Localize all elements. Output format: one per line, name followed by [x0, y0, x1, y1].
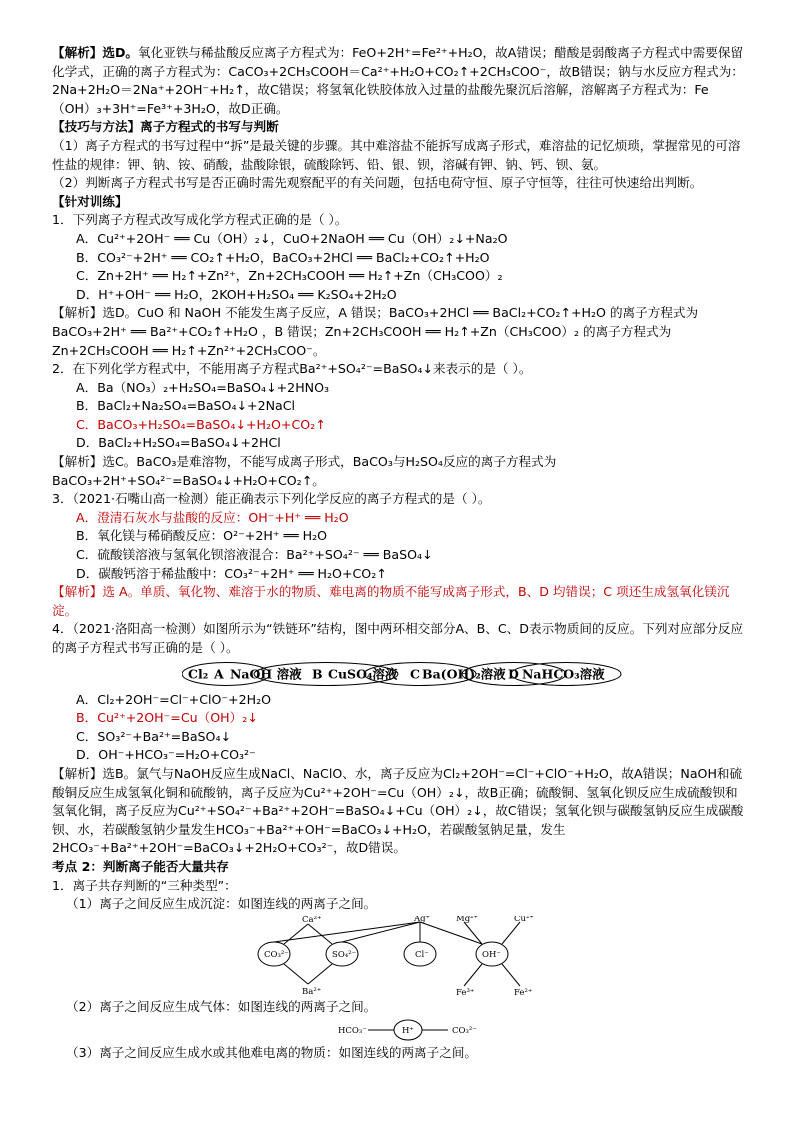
q4-option-c: C．SO₃²⁻+Ba²⁺=BaSO₄↓ [76, 728, 232, 744]
ion-ba: Ba²⁺ [302, 986, 322, 996]
chain-label-a: A [214, 666, 224, 682]
tips-title: 【技巧与方法】离子方程式的书写与判断 [52, 119, 279, 135]
q2-option-d: D．BaCl₂+H₂SO₄=BaSO₄↓+2HCl [76, 435, 281, 451]
q2-option-a: A．Ba（NO₃）₂+H₂SO₄=BaSO₄↓+2HNO₃ [76, 379, 330, 395]
ion-h: H⁺ [402, 1026, 414, 1037]
q2-option-b: B．BaCl₂+Na₂SO₄=BaSO₄↓+2NaCl [76, 398, 296, 414]
q3-option-d: D．碳酸钙溶于稀盐酸中：CO₃²⁻+2H⁺ ══ H₂O+CO₂↑ [76, 565, 387, 581]
q1-option-d: D．H⁺+OH⁻ ══ H₂O，2KOH+H₂SO₄ ══ K₂SO₄+2H₂O [76, 286, 397, 302]
ion-so4: SO₄²⁻ [332, 949, 357, 960]
chain-cl2: Cl₂ [188, 666, 209, 682]
ion-oh: OH⁻ [482, 949, 501, 960]
q3-option-a: A．澄清石灰水与盐酸的反应：OH⁻+H⁺ ══ H₂O [76, 509, 349, 525]
ion-ag: Ag⁺ [414, 915, 431, 924]
topic2-t2: （2）离子之间反应生成气体：如图连线的两离子之间。 [66, 998, 377, 1014]
topic2-sub1: 1．离子共存判断的“三种类型”： [52, 877, 237, 893]
iron-chain-diagram [52, 661, 746, 687]
q1-stem: 1．下列离子方程式改写成化学方程式正确的是（ ）。 [52, 212, 348, 228]
precipitate-ion-diagram [52, 916, 746, 996]
chain-label-b: B [312, 666, 323, 682]
ion-co3: CO₃²⁻ [264, 949, 289, 960]
q1-option-b: B．CO₃²⁻+2H⁺ ══ CO₂↑+H₂O，BaCO₃+2HCl ══ BaCl₂+CO₂↑+H₂O [76, 249, 490, 265]
ion-ca: Ca²⁺ [302, 915, 322, 925]
q4-option-d: D．OH⁻+HCO₃⁻=H₂O+CO₃²⁻ [76, 747, 256, 763]
chain-label-d: D [508, 666, 519, 682]
q3-option-b: B．氧化镁与稀硝酸反应：O²⁻+2H⁺ ══ H₂O [76, 528, 328, 544]
ion-fe2: Fe²⁺ [514, 987, 533, 996]
topic2-t1: （1）离子之间反应生成沉淀：如图连线的两离子之间。 [66, 896, 377, 912]
ion-co3-2: CO₃²⁻ [452, 1026, 477, 1037]
q3-analysis: 【解析】选 A。单质、氧化物、难溶于水的物质、难电离的物质不能写成离子形式，B、D 均错误；C 项还生成氢氧化镁沉淀。 [52, 584, 730, 618]
topic2-title: 考点 2：判断离子能否大量共存 [52, 858, 229, 874]
ion-mg: Mg²⁺ [456, 915, 479, 924]
analysis-block-1 [52, 44, 746, 118]
chain-baoh2: Ba(OH)₂溶液 [422, 666, 506, 682]
q1-option-c: C．Zn+2H⁺ ══ H₂↑+Zn²⁺，Zn+2CH₃COOH ══ H₂↑+Zn（CH₃COO）₂ [76, 268, 503, 284]
tips-p1: （1）离子方程式的书写过程中“拆”是最关键的步骤。其中难溶盐不能拆写成离子形式，难溶盐的记忆烦琐，掌握常见的可溶性盐的规律：钾、钠、铵、硝酸，盐酸除银，硫酸除钙、铅、银、钡，溶碱有钾、钠、钙、钡、氨。 [52, 137, 741, 172]
gas-ion-diagram [52, 1018, 746, 1042]
q3-option-c: C．硫酸镁溶液与氢氧化钡溶液混合：Ba²⁺+SO₄²⁻ ══ BaSO₄↓ [76, 547, 433, 563]
tips-p2: （2）判断离子方程式书写是否正确时需先观察配平的有关问题，包括电荷守恒、原子守恒等，往往可快速给出判断。 [52, 175, 703, 191]
ion-cl: Cl⁻ [415, 949, 429, 960]
topic2-t3: （3）离子之间反应生成水或其他难电离的物质：如图连线的两离子之间。 [66, 1045, 478, 1061]
q2-stem: 2．在下列化学方程式中，不能用离子方程式Ba²⁺+SO₄²⁻=BaSO₄↓来表示的是（ ）。 [52, 361, 532, 377]
ion-cu: Cu²⁺ [514, 915, 534, 924]
chain-label-c: C [410, 666, 420, 682]
q4-option-a: A．Cl₂+2OH⁻=Cl⁻+ClO⁻+2H₂O [76, 691, 272, 707]
analysis-head: 【解析】选D。 [52, 45, 139, 60]
q1-analysis: 【解析】选D。CuO 和 NaOH 不能发生离子反应，A 错误；BaCO₃+2HCl ══ BaCl₂+CO₂↑+H₂O 的离子方程式为 BaCO₃+2H⁺ ══ Ba²⁺+CO₂↑+H₂O ，B 错误；Zn+2CH₃COOH ══ H₂↑+Zn（CH₃COO）₂ 的离子方程式为 Zn+2CH₃COOH ══ H₂↑+Zn²⁺+2CH₃COO⁻。 [52, 305, 699, 358]
ion-hco3: HCO₃⁻ [338, 1026, 367, 1037]
training-heading: 【针对训练】 [52, 193, 128, 209]
chain-naoh: NaOH 溶液 [230, 666, 302, 682]
ion-fe3: Fe³⁺ [456, 987, 475, 996]
q2-analysis: 【解析】选C。BaCO₃是难溶物，不能写成离子形式，BaCO₃与H₂SO₄反应的离子方程式为BaCO₃+2H⁺+SO₄²⁻=BaSO₄↓+H₂O+CO₂↑。 [52, 454, 557, 488]
q4-analysis: 【解析】选B。氯气与NaOH反应生成NaCl、NaClO、水，离子反应为Cl₂+2OH⁻=Cl⁻+ClO⁻+H₂O，故A错误；NaOH和硫酸铜反应生成氢氧化铜和硫酸钠，离子反应为Cu²⁺+2OH⁻=Cu（OH）₂↓，故B正确；硫酸铜、氢氧化钡反应生成硫酸钡和氢氧化铜，离子反应为Cu²⁺+SO₄²⁻+Ba²⁺+2OH⁻=BaSO₄↓+Cu（OH）₂↓，故C错误；氢氧化钡与碳酸氢钠反应生成碳酸钡、水，若碳酸氢钠少量发生HCO₃⁻+Ba²⁺+OH⁻=BaCO₃↓+H₂O，若碳酸氢钠足量，发生2HCO₃⁻+Ba²⁺+2OH⁻=BaCO₃↓+2H₂O+CO₃²⁻，故D错误。 [52, 765, 744, 856]
q3-stem: 3．（2021·石嘴山高一检测）能正确表示下列化学反应的离子方程式的是（ ）。 [52, 491, 491, 507]
q4-stem: 4．（2021·洛阳高一检测）如图所示为“铁链环”结构，图中两环相交部分A、B、C、D表示物质间的反应。下列对应部分反应的离子方程式书写正确的是（ ）。 [52, 621, 744, 655]
chain-cuso4: CuSO₄溶液 [328, 666, 398, 682]
q1-option-a: A．Cu²⁺+2OH⁻ ══ Cu（OH）₂↓，CuO+2NaOH ══ Cu（OH）₂↓+Na₂O [76, 230, 508, 246]
analysis-text: 氧化亚铁与稀盐酸反应离子方程式为：FeO+2H⁺=Fe²⁺+H₂O，故A错误；醋酸是弱酸离子方程式中需要保留化学式，正确的离子方程式为：CaCO₃+2CH₃COOH＝Ca²⁺+H₂O+CO₂↑+2CH₃COO⁻，故B错误；钠与水反应方程式为：2Na+2H₂O＝2Na⁺+2OH⁻+H₂↑，故C错误；将氢氧化铁胶体放入过量的盐酸先聚沉后溶解，溶解离子方程式为：Fe（OH）₃+3H⁺=Fe³⁺+3H₂O，故D正确。 [52, 45, 744, 116]
chain-nahco3: NaHCO₃溶液 [522, 666, 605, 682]
q4-option-b: B．Cu²⁺+2OH⁻=Cu（OH）₂↓ [76, 710, 258, 726]
document-page [52, 44, 746, 1063]
q2-option-c: C．BaCO₃+H₂SO₄=BaSO₄↓+H₂O+CO₂↑ [76, 416, 326, 432]
